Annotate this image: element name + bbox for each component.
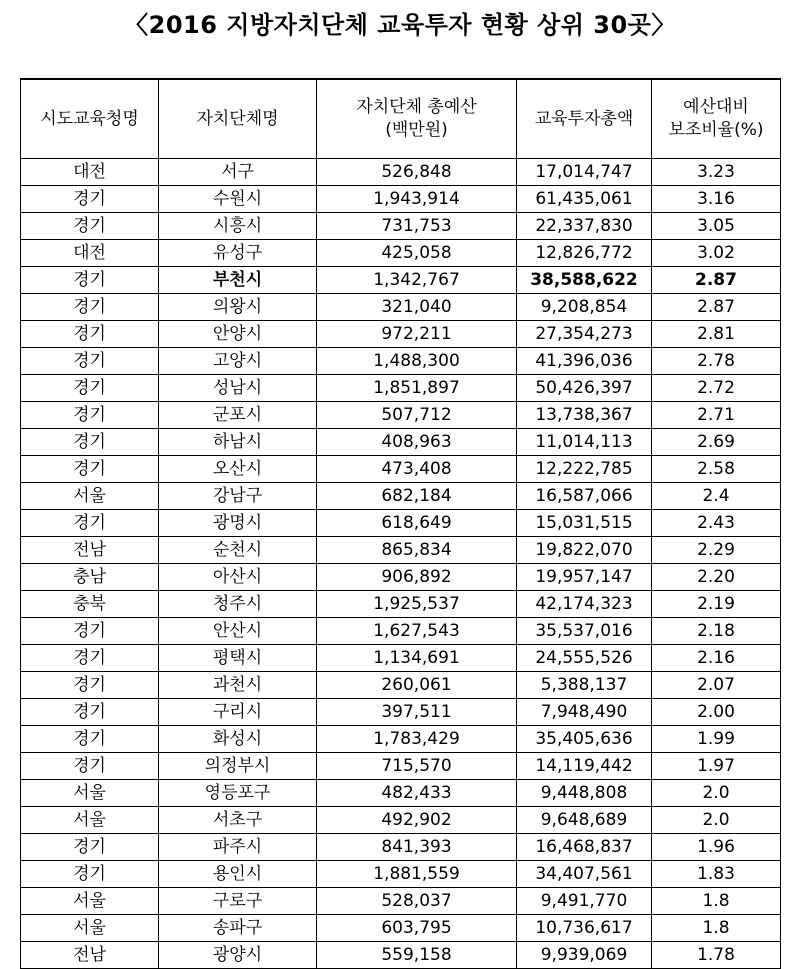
investment-total-cell: 16,587,066: [517, 483, 652, 510]
office-cell: 경기: [21, 618, 159, 645]
municipality-cell: 구리시: [159, 699, 317, 726]
total-budget-cell: 1,488,300: [317, 348, 517, 375]
office-cell: 경기: [21, 429, 159, 456]
office-cell: 경기: [21, 672, 159, 699]
table-row: [21, 240, 781, 267]
municipality-cell: 고양시: [159, 348, 317, 375]
municipality-cell: 파주시: [159, 834, 317, 861]
table-row: [21, 645, 781, 672]
total-budget-cell: 731,753: [317, 213, 517, 240]
ratio-cell: 2.81: [652, 321, 781, 348]
investment-total-cell: 5,388,137: [517, 672, 652, 699]
municipality-cell: 과천시: [159, 672, 317, 699]
table-row: [21, 186, 781, 213]
total-budget-cell: 1,925,537: [317, 591, 517, 618]
investment-total-cell: 9,448,808: [517, 780, 652, 807]
ratio-cell: 2.4: [652, 483, 781, 510]
investment-total-cell: 22,337,830: [517, 213, 652, 240]
office-cell: 경기: [21, 213, 159, 240]
investment-total-cell: 10,736,617: [517, 915, 652, 942]
municipality-cell: 평택시: [159, 645, 317, 672]
ratio-cell: 2.71: [652, 402, 781, 429]
municipality-cell: 순천시: [159, 537, 317, 564]
office-cell: 대전: [21, 159, 159, 186]
header-ratio-unit: 보조비율(%): [668, 120, 764, 140]
municipality-cell: 광명시: [159, 510, 317, 537]
municipality-cell: 화성시: [159, 726, 317, 753]
office-cell: 경기: [21, 753, 159, 780]
ratio-cell: 2.07: [652, 672, 781, 699]
ratio-cell: 2.16: [652, 645, 781, 672]
total-budget-cell: 865,834: [317, 537, 517, 564]
total-budget-cell: 906,892: [317, 564, 517, 591]
office-cell: 전남: [21, 942, 159, 969]
municipality-cell: 부천시: [159, 267, 317, 294]
investment-total-cell: 24,555,526: [517, 645, 652, 672]
table-row: [21, 591, 781, 618]
header-investment-total: [517, 79, 652, 159]
table-row: [21, 807, 781, 834]
document-title: 〈2016 지방자치단체 교육투자 현황 상위 30곳〉: [124, 11, 676, 39]
investment-total-cell: 15,031,515: [517, 510, 652, 537]
table-row: [21, 618, 781, 645]
ratio-cell: 1.8: [652, 888, 781, 915]
municipality-cell: 서구: [159, 159, 317, 186]
office-cell: 경기: [21, 726, 159, 753]
total-budget-cell: 408,963: [317, 429, 517, 456]
municipality-cell: 안양시: [159, 321, 317, 348]
total-budget-cell: 397,511: [317, 699, 517, 726]
header-investment-total-label: 교육투자총액: [534, 108, 634, 129]
ratio-cell: 2.19: [652, 591, 781, 618]
investment-total-cell: 35,405,636: [517, 726, 652, 753]
table-row: [21, 753, 781, 780]
total-budget-cell: 841,393: [317, 834, 517, 861]
header-total-budget-unit: (백만원): [385, 120, 448, 140]
table-row: [21, 429, 781, 456]
total-budget-cell: 1,134,691: [317, 645, 517, 672]
table-row: [21, 510, 781, 537]
municipality-cell: 유성구: [159, 240, 317, 267]
municipality-cell: 송파구: [159, 915, 317, 942]
header-office: [21, 79, 159, 159]
office-cell: 서울: [21, 915, 159, 942]
table-row: [21, 348, 781, 375]
table-row: [21, 564, 781, 591]
table-row: [21, 726, 781, 753]
total-budget-cell: 559,158: [317, 942, 517, 969]
investment-total-cell: 9,208,854: [517, 294, 652, 321]
office-cell: 경기: [21, 699, 159, 726]
investment-total-cell: 27,354,273: [517, 321, 652, 348]
ratio-cell: 2.20: [652, 564, 781, 591]
total-budget-cell: 1,783,429: [317, 726, 517, 753]
municipality-cell: 강남구: [159, 483, 317, 510]
table-row: [21, 213, 781, 240]
total-budget-cell: 603,795: [317, 915, 517, 942]
table-row: [21, 699, 781, 726]
investment-total-cell: 38,588,622: [517, 267, 652, 294]
table-row: [21, 672, 781, 699]
total-budget-cell: 526,848: [317, 159, 517, 186]
ratio-cell: 1.83: [652, 861, 781, 888]
ratio-cell: 2.87: [652, 294, 781, 321]
ratio-cell: 2.00: [652, 699, 781, 726]
table-row: [21, 159, 781, 186]
ratio-cell: 2.43: [652, 510, 781, 537]
investment-total-cell: 14,119,442: [517, 753, 652, 780]
investment-total-cell: 17,014,747: [517, 159, 652, 186]
ratio-cell: 1.78: [652, 942, 781, 969]
municipality-cell: 오산시: [159, 456, 317, 483]
office-cell: 경기: [21, 267, 159, 294]
table-row: [21, 537, 781, 564]
investment-total-cell: 34,407,561: [517, 861, 652, 888]
investment-total-cell: 11,014,113: [517, 429, 652, 456]
office-cell: 서울: [21, 807, 159, 834]
ratio-cell: 3.02: [652, 240, 781, 267]
total-budget-cell: 492,902: [317, 807, 517, 834]
ratio-cell: 2.78: [652, 348, 781, 375]
total-budget-cell: 1,881,559: [317, 861, 517, 888]
table-body: [21, 159, 781, 969]
investment-total-cell: 9,939,069: [517, 942, 652, 969]
ratio-cell: 1.96: [652, 834, 781, 861]
investment-total-cell: 19,957,147: [517, 564, 652, 591]
office-cell: 경기: [21, 861, 159, 888]
total-budget-cell: 528,037: [317, 888, 517, 915]
total-budget-cell: 682,184: [317, 483, 517, 510]
investment-total-cell: 35,537,016: [517, 618, 652, 645]
ratio-cell: 3.05: [652, 213, 781, 240]
table-row: [21, 321, 781, 348]
total-budget-cell: 618,649: [317, 510, 517, 537]
total-budget-cell: 1,851,897: [317, 375, 517, 402]
table-row: [21, 375, 781, 402]
investment-total-cell: 42,174,323: [517, 591, 652, 618]
municipality-cell: 서초구: [159, 807, 317, 834]
office-cell: 충남: [21, 564, 159, 591]
table-row: [21, 942, 781, 969]
investment-total-cell: 12,826,772: [517, 240, 652, 267]
total-budget-cell: 482,433: [317, 780, 517, 807]
investment-total-cell: 19,822,070: [517, 537, 652, 564]
total-budget-cell: 1,627,543: [317, 618, 517, 645]
ratio-cell: 1.97: [652, 753, 781, 780]
municipality-cell: 청주시: [159, 591, 317, 618]
office-cell: 서울: [21, 888, 159, 915]
total-budget-cell: 1,943,914: [317, 186, 517, 213]
office-cell: 경기: [21, 375, 159, 402]
investment-total-cell: 7,948,490: [517, 699, 652, 726]
municipality-cell: 하남시: [159, 429, 317, 456]
municipality-cell: 광양시: [159, 942, 317, 969]
ratio-cell: 1.8: [652, 915, 781, 942]
total-budget-cell: 715,570: [317, 753, 517, 780]
office-cell: 전남: [21, 537, 159, 564]
investment-total-cell: 9,491,770: [517, 888, 652, 915]
table-row: [21, 267, 781, 294]
municipality-cell: 영등포구: [159, 780, 317, 807]
ratio-cell: 2.87: [652, 267, 781, 294]
ratio-cell: 1.99: [652, 726, 781, 753]
municipality-cell: 아산시: [159, 564, 317, 591]
total-budget-cell: 425,058: [317, 240, 517, 267]
table-row: [21, 780, 781, 807]
municipality-cell: 안산시: [159, 618, 317, 645]
table-row: [21, 402, 781, 429]
education-investment-table: [20, 78, 781, 969]
investment-total-cell: 41,396,036: [517, 348, 652, 375]
header-municipality-label: 자치단체명: [196, 108, 279, 129]
office-cell: 서울: [21, 483, 159, 510]
header-row: [21, 79, 781, 159]
office-cell: 경기: [21, 510, 159, 537]
office-cell: 충북: [21, 591, 159, 618]
ratio-cell: 2.18: [652, 618, 781, 645]
header-ratio: [652, 79, 781, 159]
office-cell: 경기: [21, 321, 159, 348]
office-cell: 경기: [21, 402, 159, 429]
investment-total-cell: 61,435,061: [517, 186, 652, 213]
header-municipality: [159, 79, 317, 159]
office-cell: 경기: [21, 456, 159, 483]
ratio-cell: 2.72: [652, 375, 781, 402]
total-budget-cell: 972,211: [317, 321, 517, 348]
table-row: [21, 861, 781, 888]
office-cell: 경기: [21, 186, 159, 213]
municipality-cell: 구로구: [159, 888, 317, 915]
ratio-cell: 3.23: [652, 159, 781, 186]
investment-total-cell: 13,738,367: [517, 402, 652, 429]
header-ratio-label: 예산대비: [683, 97, 749, 117]
table-row: [21, 294, 781, 321]
ratio-cell: 2.0: [652, 807, 781, 834]
table-row: [21, 483, 781, 510]
investment-total-cell: 9,648,689: [517, 807, 652, 834]
office-cell: 경기: [21, 834, 159, 861]
table-row: [21, 834, 781, 861]
investment-total-cell: 50,426,397: [517, 375, 652, 402]
table-row: [21, 456, 781, 483]
header-office-label: 시도교육청명: [40, 108, 139, 129]
municipality-cell: 수원시: [159, 186, 317, 213]
total-budget-cell: 260,061: [317, 672, 517, 699]
ratio-cell: 2.0: [652, 780, 781, 807]
header-total-budget: [317, 79, 517, 159]
municipality-cell: 의왕시: [159, 294, 317, 321]
investment-total-cell: 12,222,785: [517, 456, 652, 483]
municipality-cell: 의정부시: [159, 753, 317, 780]
office-cell: 대전: [21, 240, 159, 267]
office-cell: 서울: [21, 780, 159, 807]
office-cell: 경기: [21, 645, 159, 672]
municipality-cell: 용인시: [159, 861, 317, 888]
table-row: [21, 915, 781, 942]
ratio-cell: 2.29: [652, 537, 781, 564]
ratio-cell: 3.16: [652, 186, 781, 213]
municipality-cell: 성남시: [159, 375, 317, 402]
office-cell: 경기: [21, 294, 159, 321]
table-row: [21, 888, 781, 915]
total-budget-cell: 473,408: [317, 456, 517, 483]
total-budget-cell: 321,040: [317, 294, 517, 321]
ratio-cell: 2.69: [652, 429, 781, 456]
total-budget-cell: 507,712: [317, 402, 517, 429]
total-budget-cell: 1,342,767: [317, 267, 517, 294]
municipality-cell: 시흥시: [159, 213, 317, 240]
header-total-budget-label: 자치단체 총예산: [356, 97, 477, 117]
office-cell: 경기: [21, 348, 159, 375]
investment-total-cell: 16,468,837: [517, 834, 652, 861]
municipality-cell: 군포시: [159, 402, 317, 429]
ratio-cell: 2.58: [652, 456, 781, 483]
